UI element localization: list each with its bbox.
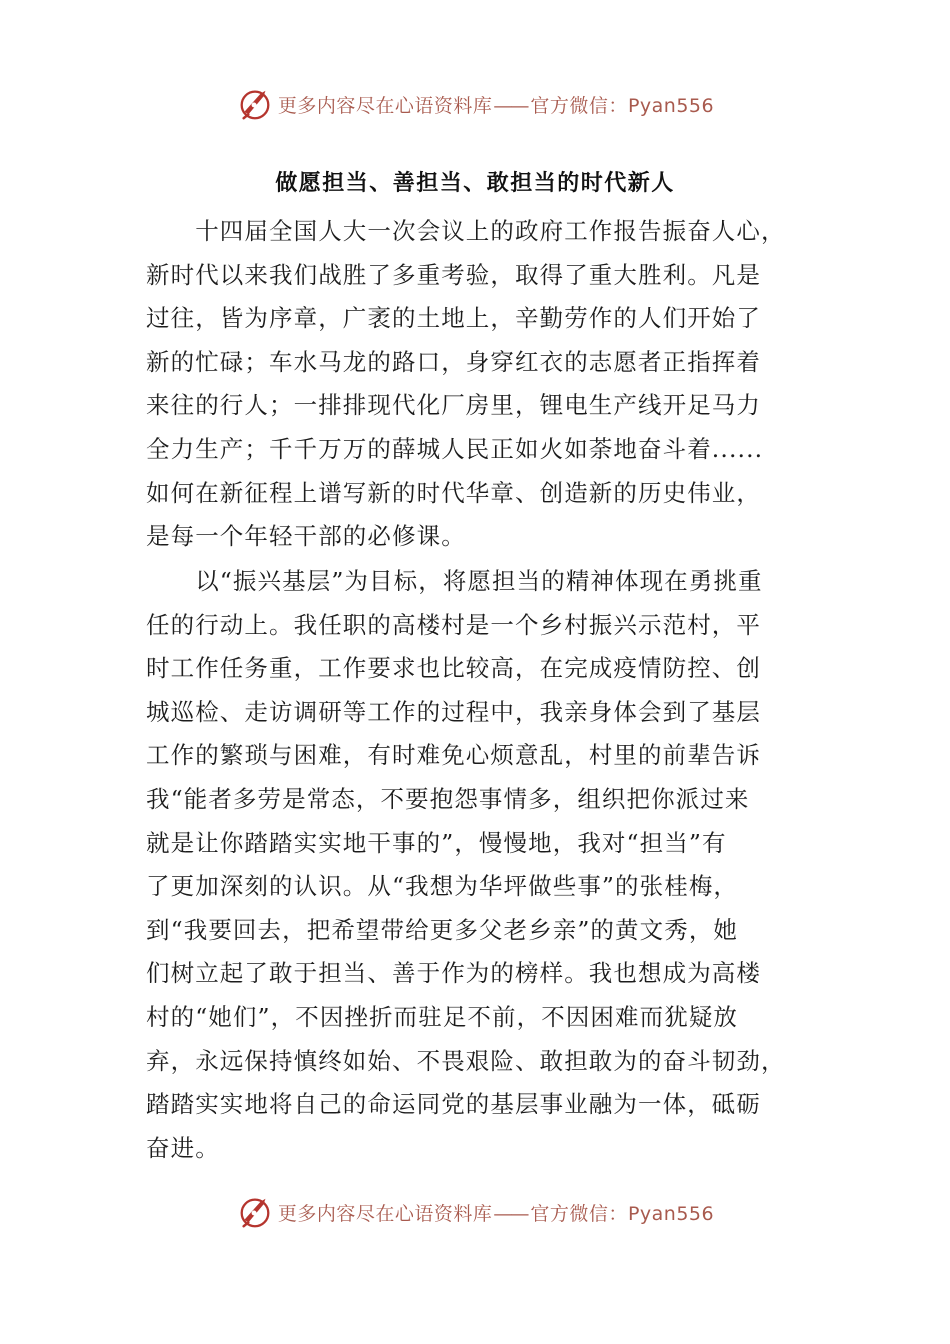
text-line: 如何在新征程上谱写新的时代华章、创造新的历史伟业， xyxy=(146,478,761,507)
text-line: 就是让你踏踏实实地干事的”，慢慢地，我对“担当”有 xyxy=(146,828,727,857)
paragraph-1 xyxy=(146,210,786,559)
text-line: 全力生产；千千万万的薛城人民正如火如荼地奋斗着...... xyxy=(146,434,764,463)
pen-nib-logo-icon xyxy=(236,1193,274,1231)
text-line: 我“能者多劳是常态，不要抱怨事情多，组织把你派过来 xyxy=(146,784,750,813)
footer-banner-dash: —— xyxy=(493,1202,528,1225)
text-line: 过往，皆为序章，广袤的土地上，辛勤劳作的人们开始了 xyxy=(146,304,761,333)
text-line: 了更加深刻的认识。从“我想为华坪做些事”的张桂梅， xyxy=(146,872,739,901)
text-line: 工作的繁琐与困难，有时难免心烦意乱，村里的前辈告诉 xyxy=(146,741,761,770)
text-line: 弃，永远保持慎终如始、不畏艰险、敢担敢为的奋斗韧劲， xyxy=(146,1046,786,1075)
footer-banner-wechat-label: 官方微信： xyxy=(530,1202,628,1225)
footer-banner xyxy=(0,1190,950,1234)
header-banner-text xyxy=(278,91,714,118)
text-line: 踏踏实实地将自己的命运同党的基层事业融为一体，砥砺 xyxy=(146,1090,761,1119)
footer-banner-text xyxy=(278,1199,714,1226)
text-line: 到“我要回去，把希望带给更多父老乡亲”的黄文秀，她 xyxy=(146,915,739,944)
header-banner-dash: —— xyxy=(493,94,528,117)
document-title: 做愿担当、善担当、敢担当的时代新人 xyxy=(275,171,675,196)
header-banner xyxy=(0,82,950,126)
header-banner-main: 更多内容尽在心语资料库 xyxy=(277,94,493,117)
text-line: 来往的行人；一排排现代化厂房里，锂电生产线开足马力 xyxy=(146,391,761,420)
text-line: 奋进。 xyxy=(146,1133,220,1162)
footer-banner-main: 更多内容尽在心语资料库 xyxy=(277,1202,493,1225)
text-line: 新时代以来我们战胜了多重考验，取得了重大胜利。凡是 xyxy=(146,260,761,289)
paragraph-2 xyxy=(146,560,786,1170)
text-line: 十四届全国人大一次会议上的政府工作报告振奋人心， xyxy=(146,217,786,245)
header-banner-wechat-id: Pyan556 xyxy=(627,94,715,117)
text-line: 时工作任务重，工作要求也比较高，在完成疫情防控、创 xyxy=(146,654,761,683)
pen-nib-logo-icon xyxy=(236,85,274,123)
text-line: 任的行动上。我任职的高楼村是一个乡村振兴示范村，平 xyxy=(146,610,761,639)
text-line: 们树立起了敢于担当、善于作为的榜样。我也想成为高楼 xyxy=(146,959,761,988)
text-line: 新的忙碌；车水马龙的路口，身穿红衣的志愿者正指挥着 xyxy=(146,347,761,376)
header-banner-wechat-label: 官方微信： xyxy=(530,94,628,117)
text-line: 村的“她们”，不因挫折而驻足不前，不因困难而犹疑放 xyxy=(146,1002,739,1031)
text-line: 是每一个年轻干部的必修课。 xyxy=(146,522,466,551)
text-line: 以“振兴基层”为目标，将愿担当的精神体现在勇挑重 xyxy=(146,567,763,595)
text-line: 城巡检、走访调研等工作的过程中，我亲身体会到了基层 xyxy=(146,697,761,726)
footer-banner-wechat-id: Pyan556 xyxy=(627,1202,715,1225)
